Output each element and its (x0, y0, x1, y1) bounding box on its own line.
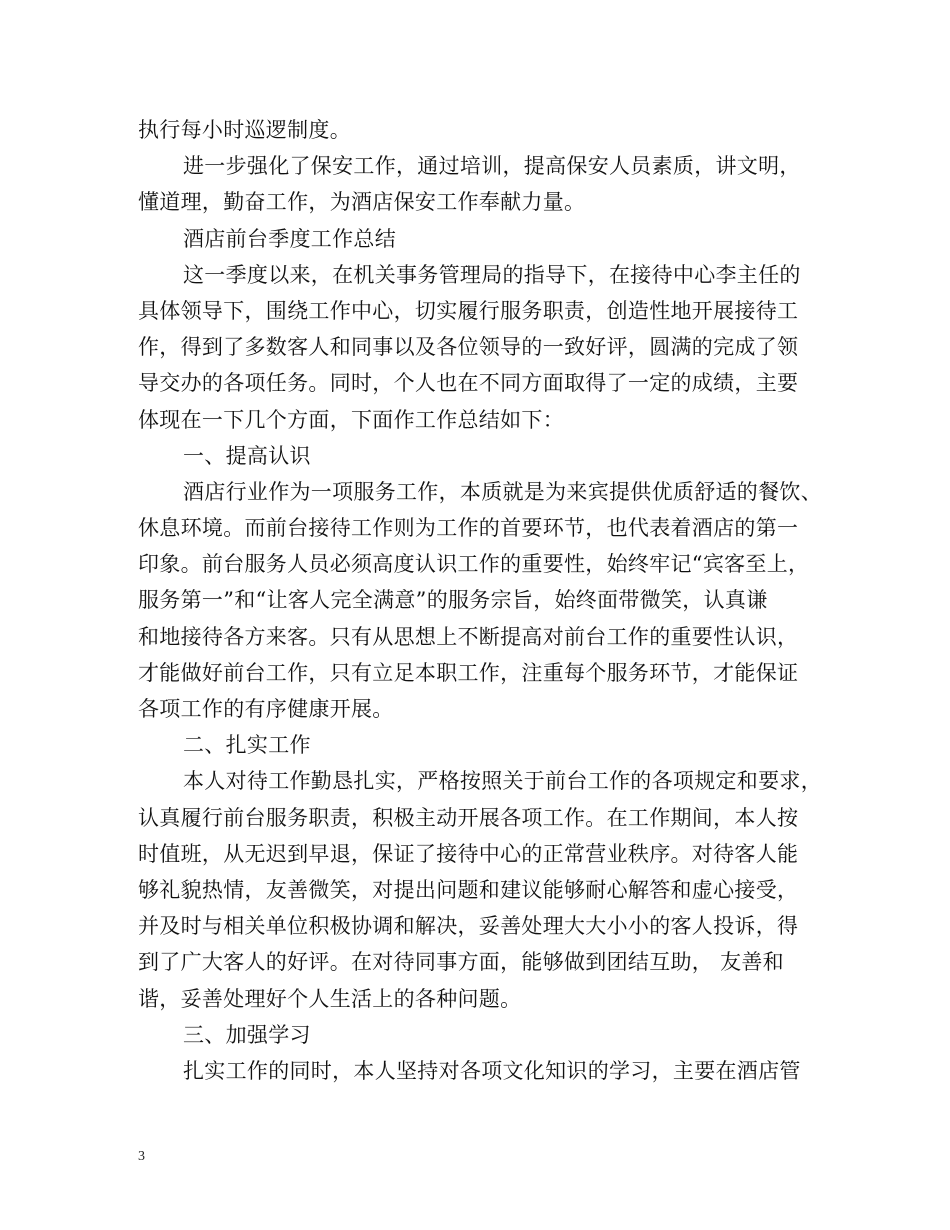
text-line: 才能做好前台工作，只有立足本职工作，注重每个服务环节，才能保证 (138, 660, 799, 685)
text-line: 二、扎实工作 (183, 733, 311, 758)
text-line: 酒店前台季度工作总结 (183, 226, 396, 251)
text-line: 印象。前台服务人员必须高度认识工作的重要性，始终牢记“宾客至上， (138, 552, 810, 577)
text-line: 导交办的各项任务。同时，个人也在不同方面取得了一定的成绩，主要 (138, 371, 799, 396)
text-line: 各项工作的有序健康开展。 (138, 697, 394, 721)
text-line: 并及时与相关单位积极协调和解决，妥善处理大大小小的客人投诉，得 (138, 914, 799, 939)
text-line: 体现在一下几个方面，下面作工作总结如下： (138, 407, 564, 432)
text-line: 谐，妥善处理好个人生活上的各种问题。 (138, 986, 522, 1011)
text-line: 这一季度以来，在机关事务管理局的指导下，在接待中心李主任的 (183, 262, 801, 287)
text-line: 时值班，从无迟到早退，保证了接待中心的正常营业秩序。对待客人能 (138, 841, 799, 866)
page-number: 3 (138, 1149, 145, 1164)
text-line: 具体领导下，围绕工作中心，切实履行服务职责，创造性地开展接待工 (138, 298, 799, 323)
text-line: 和地接待各方来客。只有从思想上不断提高对前台工作的重要性认识， (138, 624, 799, 649)
text-line: 够礼貌热情，友善微笑，对提出问题和建议能够耐心解答和虚心接受， (138, 877, 799, 902)
text-line: 懂道理，勤奋工作，为酒店保安工作奉献力量。 (138, 190, 586, 215)
text-line: 休息环境。而前台接待工作则为工作的首要环节，也代表着酒店的第一 (138, 516, 799, 541)
text-line: 执行每小时巡逻制度。 (138, 118, 351, 142)
text-line: 服务第一”和“让客人完全满意”的服务宗旨，始终面带微笑，认真谦 (138, 588, 768, 613)
text-line: 认真履行前台服务职责，积极主动开展各项工作。在工作期间，本人按 (138, 805, 799, 830)
text-line: 一、提高认识 (183, 443, 311, 468)
text-line: 酒店行业作为一项服务工作，本质就是为来宾提供优质舒适的餐饮、 (183, 479, 822, 504)
text-line: 作，得到了多数客人和同事以及各位领导的一致好评，圆满的完成了领 (138, 335, 799, 360)
document-body (138, 112, 822, 1089)
text-line: 扎实工作的同时，本人坚持对各项文化知识的学习，主要在酒店管 (183, 1058, 801, 1083)
text-line: 本人对待工作勤恳扎实，严格按照关于前台工作的各项规定和要求， (183, 769, 822, 794)
text-line: 进一步强化了保安工作，通过培训，提高保安人员素质，讲文明， (183, 154, 801, 179)
text-line: 到了广大客人的好评。在对待同事方面，能够做到团结互助， 友善和 (138, 950, 784, 975)
text-line: 三、加强学习 (183, 1022, 311, 1047)
